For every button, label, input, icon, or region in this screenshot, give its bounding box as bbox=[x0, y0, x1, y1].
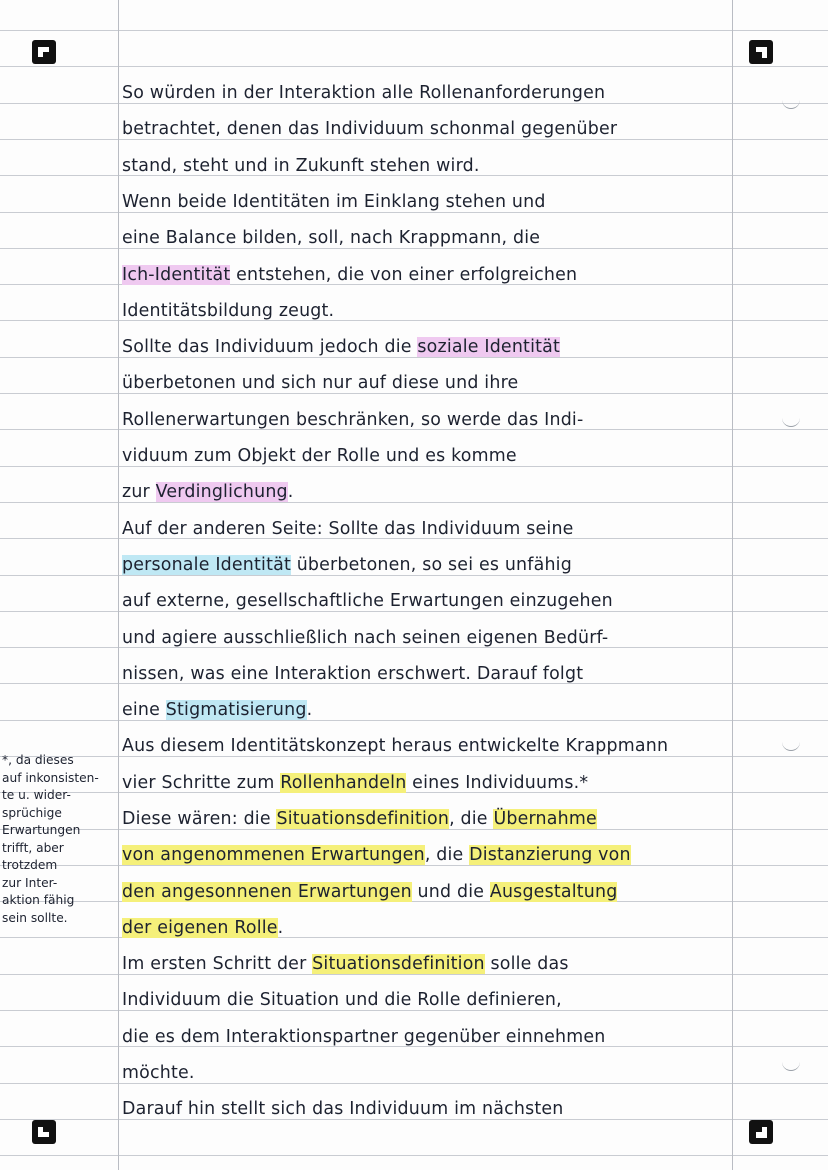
highlighted-term: soziale Identität bbox=[417, 337, 561, 357]
text-line bbox=[122, 368, 734, 398]
text-segment: entstehen, die von einer erfolgreichen bbox=[230, 265, 578, 285]
text-segment: eines Individuums.* bbox=[406, 773, 589, 793]
text-segment: die es dem Interaktionspartner gegenüber einnehmen bbox=[122, 1027, 606, 1047]
margin-note-line: sein sollte. bbox=[2, 911, 68, 925]
highlighted-term: Ausgestaltung bbox=[489, 882, 618, 902]
text-segment: und die bbox=[411, 882, 490, 902]
text-segment: Wenn beide Identitäten im Einklang stehen und bbox=[122, 192, 546, 212]
corner-marker-icon bbox=[32, 1120, 56, 1144]
text-line bbox=[122, 78, 734, 108]
highlighted-term: personale Identität bbox=[122, 555, 291, 575]
corner-marker-icon bbox=[32, 40, 56, 64]
punch-hole-icon bbox=[782, 1060, 800, 1071]
margin-note-line: auf inkonsisten- bbox=[2, 771, 99, 785]
text-line bbox=[122, 877, 734, 907]
corner-marker-icon bbox=[749, 1120, 773, 1144]
text-line bbox=[122, 296, 734, 326]
text-segment: Im ersten Schritt der bbox=[122, 954, 313, 974]
text-segment: nissen, was eine Interaktion erschwert. Darauf folgt bbox=[122, 664, 584, 684]
text-segment: und agiere ausschließlich nach seinen eigenen Bedürf- bbox=[122, 628, 609, 648]
text-line bbox=[122, 187, 734, 217]
text-line bbox=[122, 441, 734, 471]
text-line bbox=[122, 949, 734, 979]
text-segment: stand, steht und in Zukunft stehen wird. bbox=[122, 156, 480, 176]
highlighted-term: der eigenen Rolle bbox=[122, 918, 278, 938]
text-segment: , die bbox=[449, 809, 494, 829]
text-segment: Diese wären: die bbox=[122, 809, 277, 829]
text-line bbox=[122, 768, 734, 798]
text-segment: eine bbox=[122, 700, 166, 720]
text-segment: solle das bbox=[484, 954, 569, 974]
text-line bbox=[122, 1058, 734, 1088]
text-line bbox=[122, 550, 734, 580]
text-segment: . bbox=[287, 482, 294, 502]
text-line bbox=[122, 514, 734, 544]
text-segment: , die bbox=[424, 845, 470, 865]
highlighted-term: Distanzierung von bbox=[469, 845, 631, 865]
highlighted-term: Situationsdefinition bbox=[312, 954, 485, 974]
margin-note-line: *, da dieses bbox=[2, 753, 74, 767]
text-segment: überbetonen, so sei es unfähig bbox=[290, 555, 572, 575]
text-line bbox=[122, 695, 734, 725]
text-line bbox=[122, 332, 734, 362]
text-segment: Rollenerwartungen beschränken, so werde das Indi- bbox=[122, 410, 584, 430]
text-line bbox=[122, 477, 734, 507]
text-segment: Darauf hin stellt sich das Individuum im nächsten bbox=[122, 1099, 564, 1119]
text-segment: vier Schritte zum bbox=[122, 773, 281, 793]
text-segment: Identitätsbildung zeugt. bbox=[122, 301, 335, 321]
text-line bbox=[122, 804, 734, 834]
text-line bbox=[122, 223, 734, 253]
margin-note-line: Erwartungen bbox=[2, 823, 81, 837]
punch-hole-icon bbox=[782, 98, 800, 109]
text-segment: . bbox=[277, 918, 284, 938]
text-segment: . bbox=[306, 700, 313, 720]
text-segment: Sollte das Individuum jedoch die bbox=[122, 337, 418, 357]
text-segment: Individuum die Situation und die Rolle definieren, bbox=[122, 990, 562, 1010]
text-line bbox=[122, 151, 734, 181]
corner-marker-icon bbox=[749, 40, 773, 64]
text-line bbox=[122, 1022, 734, 1052]
text-line bbox=[122, 623, 734, 653]
margin-note-line: sprüchige bbox=[2, 806, 62, 820]
text-line bbox=[122, 659, 734, 689]
text-segment: eine Balance bilden, soll, nach Krappmann, die bbox=[122, 228, 541, 248]
punch-hole-icon bbox=[782, 740, 800, 751]
margin-note-line: te u. wider- bbox=[2, 788, 71, 802]
highlighted-term: den angesonnenen Erwartungen bbox=[122, 882, 412, 902]
highlighted-term: von angenommenen Erwartungen bbox=[122, 845, 425, 865]
text-segment: viduum zum Objekt der Rolle und es komme bbox=[122, 446, 517, 466]
text-line bbox=[122, 405, 734, 435]
highlighted-term: Stigmatisierung bbox=[165, 700, 307, 720]
text-line bbox=[122, 840, 734, 870]
text-line bbox=[122, 731, 734, 761]
text-line bbox=[122, 1094, 734, 1124]
text-segment: Aus diesem Identitätskonzept heraus entwickelte Krappmann bbox=[122, 736, 669, 756]
margin-note-line: aktion fähig bbox=[2, 893, 75, 907]
text-segment: betrachtet, denen das Individuum schonmal gegenüber bbox=[122, 119, 618, 139]
text-segment: möchte. bbox=[122, 1063, 195, 1083]
text-segment: zur bbox=[122, 482, 156, 502]
highlighted-term: Situationsdefinition bbox=[276, 809, 450, 829]
highlighted-term: Ich-Identität bbox=[122, 265, 231, 285]
margin-line bbox=[118, 0, 119, 1170]
margin-note-line: trotzdem bbox=[2, 858, 58, 872]
rule-line bbox=[0, 66, 828, 67]
margin-note-line: zur Inter- bbox=[2, 876, 58, 890]
text-line bbox=[122, 586, 734, 616]
text-segment: auf externe, gesellschaftliche Erwartungen einzugehen bbox=[122, 591, 613, 611]
highlighted-term: Rollenhandeln bbox=[280, 773, 407, 793]
text-line bbox=[122, 985, 734, 1015]
text-segment: überbetonen und sich nur auf diese und ihre bbox=[122, 373, 519, 393]
margin-note-line: trifft, aber bbox=[2, 841, 64, 855]
text-line bbox=[122, 913, 734, 943]
text-segment: So würden in der Interaktion alle Rollenanforderungen bbox=[122, 83, 606, 103]
rule-line bbox=[0, 30, 828, 31]
text-line bbox=[122, 114, 734, 144]
text-line bbox=[122, 260, 734, 290]
highlighted-term: Verdinglichung bbox=[155, 482, 288, 502]
punch-hole-icon bbox=[782, 416, 800, 427]
highlighted-term: Übernahme bbox=[493, 809, 597, 829]
text-segment: Auf der anderen Seite: Sollte das Individuum seine bbox=[122, 519, 574, 539]
rule-line bbox=[0, 1155, 828, 1156]
